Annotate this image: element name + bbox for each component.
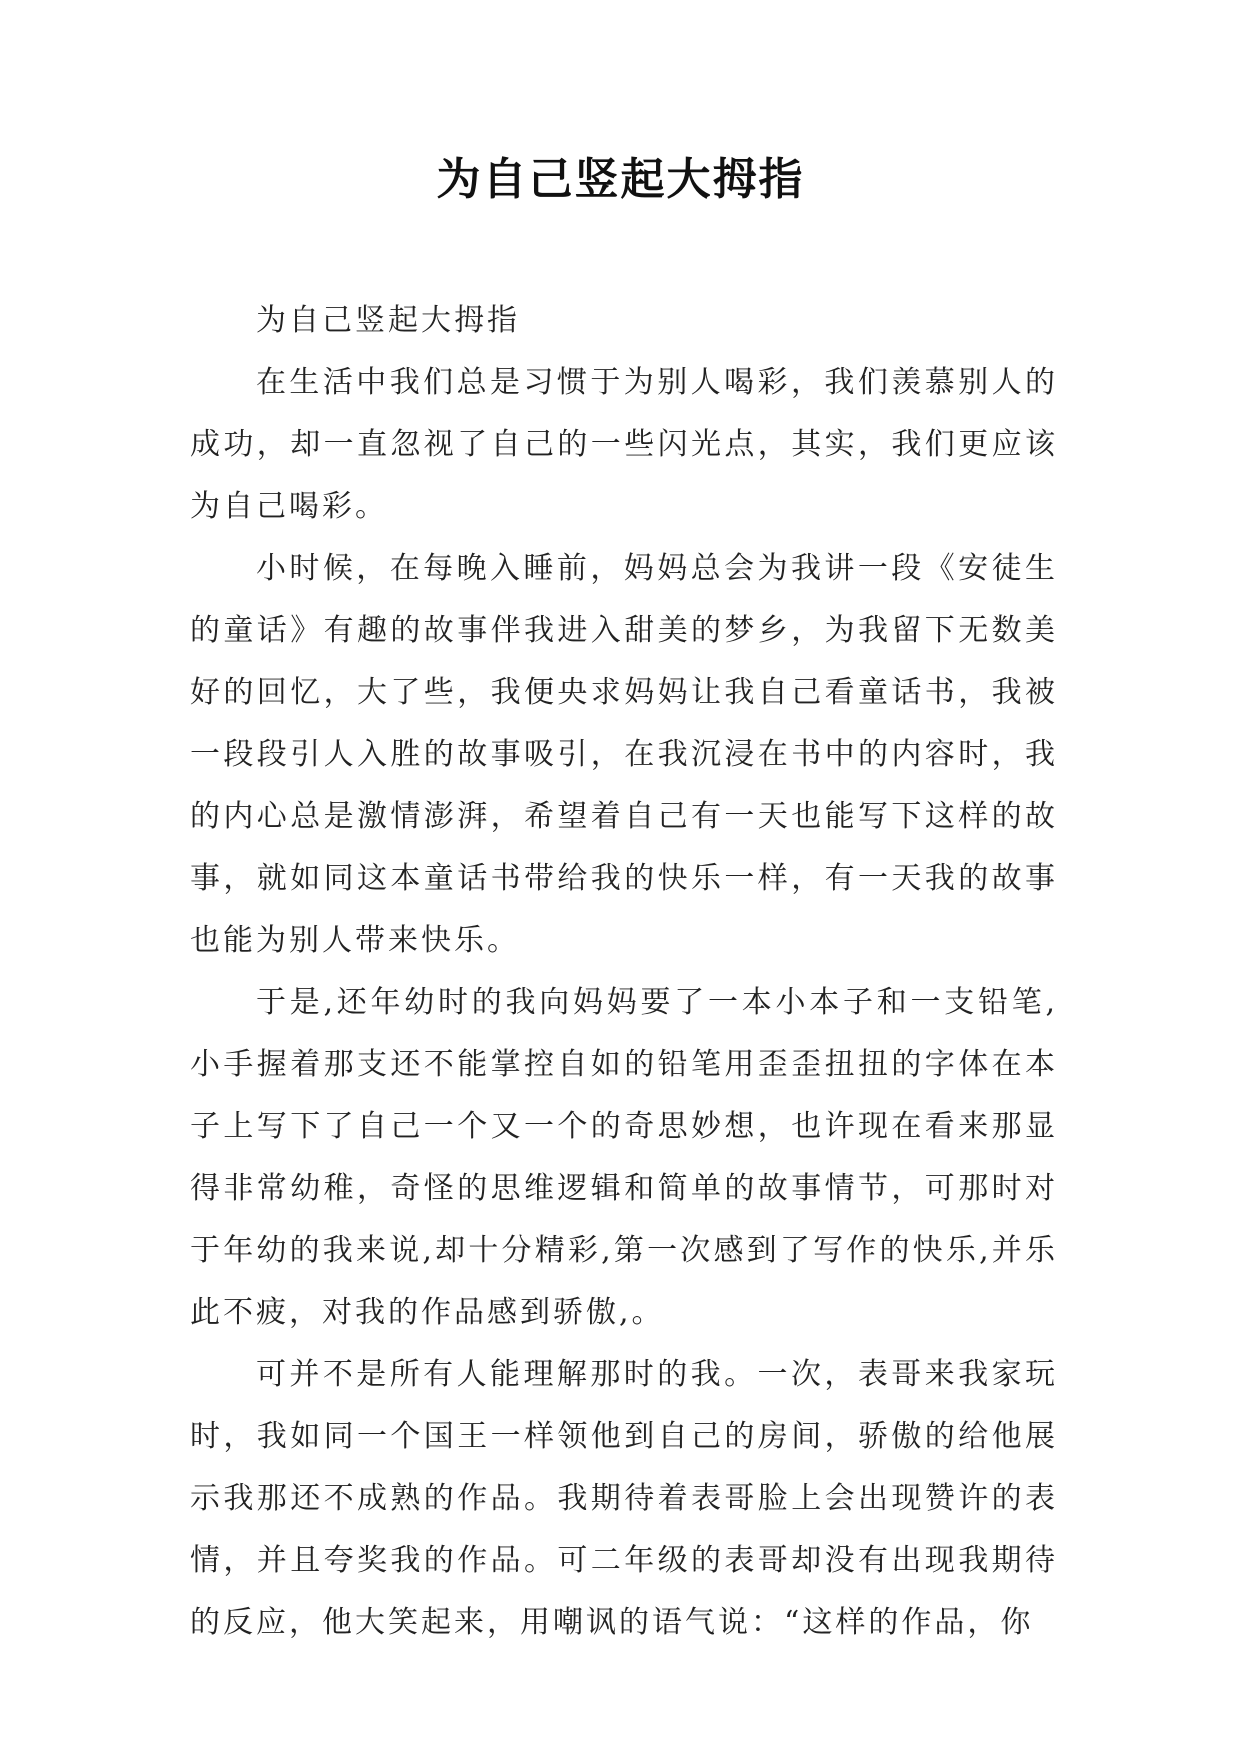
paragraph-intro: 在生活中我们总是习惯于为别人喝彩，我们羡慕别人的成功，却一直忽视了自己的一些闪光点，其实，我们更应该为自己喝彩。	[190, 365, 1058, 524]
document-title: 为自己竖起大拇指	[436, 154, 805, 205]
paragraph-first-writing: 于是,还年幼时的我向妈妈要了一本小本子和一支铅笔,小手握着那支还不能掌控自如的铅笔用歪歪扭扭的字体在本子上写下了自己一个又一个的奇思妙想，也许现在看来那显得非常幼稚，奇怪的思维逻辑和简单的故事情节，可那时对于年幼的我来说,却十分精彩,第一次感到了写作的快乐,并乐此不疲，对我的作品感到骄傲,。	[190, 985, 1058, 1330]
document-body	[190, 290, 1058, 1654]
paragraph-cousin-visit: 可并不是所有人能理解那时的我。一次，表哥来我家玩时，我如同一个国王一样领他到自己的房间，骄傲的给他展示我那还不成熟的作品。我期待着表哥脸上会出现赞许的表情，并且夸奖我的作品。可二年级的表哥却没有出现我期待的反应，他大笑起来，用嘲讽的语气说：“这样的作品，你	[190, 1357, 1058, 1640]
paragraph-heading: 为自己竖起大拇指	[256, 303, 520, 338]
paragraph-childhood: 小时候，在每晚入睡前，妈妈总会为我讲一段《安徒生的童话》有趣的故事伴我进入甜美的梦乡，为我留下无数美好的回忆，大了些，我便央求妈妈让我自己看童话书，我被一段段引人入胜的故事吸引，在我沉浸在书中的内容时，我的内心总是激情澎湃，希望着自己有一天也能写下这样的故事，就如同这本童话书带给我的快乐一样，有一天我的故事也能为别人带来快乐。	[190, 551, 1058, 958]
